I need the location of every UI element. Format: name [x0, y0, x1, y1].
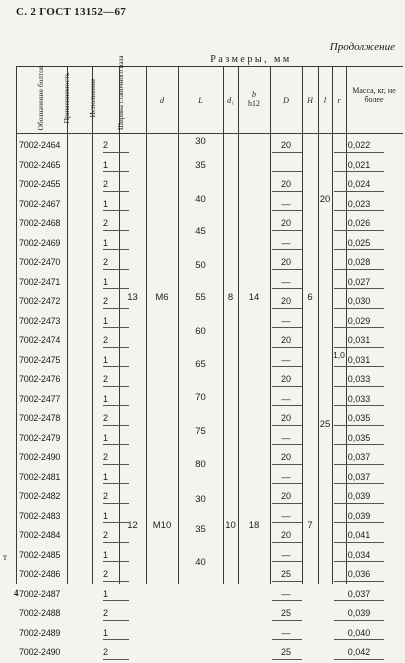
L-value: 80 — [195, 459, 206, 470]
cell-underline — [103, 561, 129, 562]
table-row — [16, 448, 403, 468]
page-header-left: С. 2 ГОСТ 13152—67 — [16, 6, 127, 18]
mass-cell: 0,022 — [347, 140, 371, 150]
cell-underline — [334, 483, 384, 484]
table-row — [16, 643, 403, 663]
bolt-designation: 7002-2481 — [19, 471, 61, 482]
col-l-header: l — [323, 96, 327, 105]
table-row — [16, 604, 403, 624]
bolt-designation: 7002-2474 — [19, 335, 61, 345]
cell-underline — [103, 230, 129, 231]
D-cell: 20 — [280, 530, 291, 540]
cell-underline — [334, 210, 384, 211]
cell-underline — [272, 210, 302, 211]
execution-cell: 1 — [102, 393, 108, 404]
H-group1: 6 — [307, 292, 313, 303]
page-header-right: Продолжение — [329, 41, 395, 53]
mass-cell: 0,027 — [347, 276, 371, 287]
page-number-mark: 4 — [14, 588, 19, 598]
L-value: 35 — [195, 160, 206, 171]
execution-cell: 1 — [102, 432, 108, 443]
cell-underline — [103, 620, 129, 621]
cell-underline — [334, 600, 384, 601]
execution-cell: 2 — [102, 296, 108, 306]
cell-underline — [334, 639, 384, 640]
cell-underline — [272, 171, 302, 172]
cell-underline — [103, 522, 129, 523]
cell-underline — [103, 444, 129, 445]
execution-cell: 1 — [102, 198, 108, 209]
L-value: 30 — [195, 494, 206, 505]
mass-cell: 0,029 — [347, 315, 371, 326]
D-cell: — — [281, 198, 291, 209]
mass-cell: 0,037 — [347, 588, 371, 599]
cell-underline — [334, 620, 384, 621]
cell-underline — [334, 249, 384, 250]
bolt-designation: 7002-2470 — [19, 257, 61, 267]
execution-cell: 1 — [102, 510, 108, 521]
slot-group1: 13 — [127, 292, 138, 303]
cell-underline — [334, 522, 384, 523]
cell-underline — [334, 308, 384, 309]
D-cell: — — [281, 432, 291, 443]
cell-underline — [272, 405, 302, 406]
D-cell: — — [281, 354, 291, 365]
table-row — [16, 487, 403, 507]
col-H-header: H — [307, 96, 313, 105]
bolt-designation: 7002-2487 — [19, 588, 61, 599]
table-row — [16, 273, 403, 293]
cell-underline — [272, 327, 302, 328]
table-row — [16, 214, 403, 234]
cell-underline — [103, 542, 129, 543]
cell-underline — [334, 171, 384, 172]
sizes-title: Размеры, мм — [210, 54, 292, 65]
mass-cell: 0,030 — [347, 296, 371, 306]
bolt-designation: 7002-2479 — [19, 432, 61, 443]
table-row — [16, 390, 403, 410]
mass-cell: 0,031 — [347, 354, 371, 365]
L-value: 35 — [195, 524, 206, 535]
L-value: 40 — [195, 557, 206, 568]
mass-cell: 0,035 — [347, 432, 371, 443]
D-cell: 25 — [280, 608, 291, 618]
execution-cell: 2 — [102, 452, 108, 462]
D-cell: 20 — [280, 374, 291, 384]
col-b-header: b — [252, 90, 256, 99]
col-execution-header: Исполнение — [88, 78, 97, 118]
execution-cell: 2 — [102, 218, 108, 228]
execution-cell: 1 — [102, 471, 108, 482]
execution-cell: 1 — [102, 549, 108, 560]
bolt-designation: 7002-2485 — [19, 549, 61, 560]
cell-underline — [334, 152, 384, 153]
D-cell: — — [281, 471, 291, 482]
D-cell: 25 — [280, 569, 291, 579]
table-row — [16, 585, 403, 605]
table-row — [16, 312, 403, 332]
table-row — [16, 624, 403, 644]
cell-underline — [272, 269, 302, 270]
L-value: 55 — [195, 292, 206, 303]
d-group1: M6 — [155, 292, 169, 303]
bolt-designation: 7002-2473 — [19, 315, 61, 326]
col-slot-header: Ширина станочного паза — [117, 55, 125, 130]
cell-underline — [272, 600, 302, 601]
cell-underline — [103, 152, 129, 153]
D-cell: 20 — [280, 413, 291, 423]
col-mass-header: Масса, кг, не более — [352, 86, 396, 104]
bolt-designation: 7002-2477 — [19, 393, 61, 404]
col-D-header: D — [283, 96, 289, 105]
col-b-tolerance: h12 — [248, 99, 260, 108]
cell-underline — [103, 425, 129, 426]
execution-cell: 2 — [102, 140, 108, 150]
D-cell: 20 — [280, 491, 291, 501]
bolt-designation: 7002-2490 — [19, 452, 61, 462]
mass-cell: 0,039 — [347, 510, 371, 521]
cell-underline — [334, 444, 384, 445]
D-cell: — — [281, 276, 291, 287]
mass-cell: 0,039 — [347, 608, 371, 618]
D-cell: — — [281, 315, 291, 326]
cell-underline — [103, 600, 129, 601]
bolt-designation: 7002-2482 — [19, 491, 61, 501]
cell-underline — [103, 249, 129, 250]
cell-underline — [103, 171, 129, 172]
cell-underline — [334, 191, 384, 192]
mass-cell: 0,037 — [347, 471, 371, 482]
bolt-designation: 7002-2484 — [19, 530, 61, 540]
cell-underline — [103, 366, 129, 367]
mass-cell: 0,028 — [347, 257, 371, 267]
cell-underline — [272, 366, 302, 367]
table-row — [16, 156, 403, 176]
bolt-designation: 7002-2472 — [19, 296, 61, 306]
table-row — [16, 546, 403, 566]
execution-cell: 2 — [102, 374, 108, 384]
mass-cell: 0,021 — [347, 159, 371, 170]
D-cell: 20 — [280, 140, 291, 150]
slot-group2: 12 — [127, 520, 138, 531]
cell-underline — [272, 581, 302, 582]
table-row — [16, 429, 403, 449]
cell-underline — [103, 269, 129, 270]
execution-cell: 1 — [102, 276, 108, 287]
execution-cell: 2 — [102, 179, 108, 189]
bolt-designation: 7002-2468 — [19, 218, 61, 228]
cell-underline — [272, 659, 302, 660]
cell-underline — [272, 308, 302, 309]
cell-underline — [103, 288, 129, 289]
execution-cell: 2 — [102, 569, 108, 579]
L-value: 60 — [195, 326, 206, 337]
bolt-designation: 7002-2483 — [19, 510, 61, 521]
bolt-designation: 7002-2478 — [19, 413, 61, 423]
bolt-designation: 7002-2476 — [19, 374, 61, 384]
execution-cell: 1 — [102, 354, 108, 365]
cell-underline — [103, 327, 129, 328]
execution-cell: 2 — [102, 413, 108, 423]
col-r-header: r — [337, 96, 341, 105]
D-cell: — — [281, 510, 291, 521]
cell-underline — [103, 308, 129, 309]
l-group1-b: 25 — [319, 419, 331, 430]
col-L-header: L — [198, 96, 203, 105]
D-cell: — — [281, 237, 291, 248]
bolt-designation: 7002-2455 — [19, 179, 61, 189]
table-row — [16, 195, 403, 215]
cell-underline — [334, 503, 384, 504]
bolt-designation: 7002-2469 — [19, 237, 61, 248]
cell-underline — [272, 444, 302, 445]
H-group2: 7 — [307, 520, 313, 531]
mass-cell: 0,039 — [347, 491, 371, 501]
D-cell: 25 — [280, 647, 291, 657]
cell-underline — [334, 425, 384, 426]
r-value: 1,0 — [333, 350, 345, 360]
cell-underline — [334, 659, 384, 660]
mass-cell: 0,034 — [347, 549, 371, 560]
cell-underline — [334, 405, 384, 406]
cell-underline — [334, 581, 384, 582]
mass-cell: 0,031 — [347, 335, 371, 345]
mass-cell: 0,040 — [347, 627, 371, 638]
table-row — [16, 331, 403, 351]
bolt-designation: 7002-2488 — [19, 608, 61, 618]
cell-underline — [334, 542, 384, 543]
mass-cell: 0,033 — [347, 374, 371, 384]
mass-cell: 0,026 — [347, 218, 371, 228]
cell-underline — [103, 659, 129, 660]
table-row — [16, 351, 403, 371]
mass-cell: 0,033 — [347, 393, 371, 404]
cell-underline — [272, 561, 302, 562]
cell-underline — [272, 230, 302, 231]
L-value: 45 — [195, 226, 206, 237]
cell-underline — [272, 483, 302, 484]
bolt-designation: 7002-2471 — [19, 276, 61, 287]
execution-cell: 1 — [102, 237, 108, 248]
D-cell: 20 — [280, 218, 291, 228]
cell-underline — [272, 522, 302, 523]
col-application-header: Применяемость — [62, 72, 71, 124]
cell-underline — [334, 230, 384, 231]
D-cell: 20 — [280, 179, 291, 189]
L-value: 40 — [195, 194, 206, 205]
D-cell: — — [281, 627, 291, 638]
execution-cell: 1 — [102, 315, 108, 326]
table-row — [16, 565, 403, 585]
cell-underline — [272, 639, 302, 640]
D-cell: 20 — [280, 335, 291, 345]
cell-underline — [334, 464, 384, 465]
cell-underline — [334, 561, 384, 562]
D-cell: — — [281, 393, 291, 404]
cell-underline — [103, 386, 129, 387]
bolt-designation: 7002-2464 — [19, 140, 61, 150]
table-row — [16, 468, 403, 488]
D-cell: — — [281, 588, 291, 599]
L-value: 50 — [195, 260, 206, 271]
cell-underline — [334, 347, 384, 348]
cell-underline — [272, 152, 302, 153]
col-d-header: d — [160, 96, 164, 105]
table-row — [16, 253, 403, 273]
execution-cell: 1 — [102, 627, 108, 638]
D-cell: 20 — [280, 296, 291, 306]
cell-underline — [272, 249, 302, 250]
table-row — [16, 526, 403, 546]
cell-underline — [103, 483, 129, 484]
bolt-designation: 7002-2486 — [19, 569, 61, 579]
execution-cell: 1 — [102, 159, 108, 170]
col-d1-header: d₁ — [227, 96, 234, 105]
cell-underline — [272, 542, 302, 543]
cell-underline — [272, 620, 302, 621]
L-value: 30 — [195, 136, 206, 147]
execution-cell: 1 — [102, 588, 108, 599]
table-row — [16, 234, 403, 254]
mass-cell: 0,023 — [347, 198, 371, 209]
cell-underline — [272, 191, 302, 192]
D-cell: 20 — [280, 257, 291, 267]
d1-group2: 10 — [225, 520, 236, 531]
cell-underline — [103, 191, 129, 192]
b-group2: 18 — [248, 520, 260, 531]
cell-underline — [272, 347, 302, 348]
cell-underline — [334, 327, 384, 328]
table-row — [16, 409, 403, 429]
cell-underline — [272, 503, 302, 504]
table-row — [16, 507, 403, 527]
table-row — [16, 136, 403, 156]
L-value: 65 — [195, 359, 206, 370]
D-cell: 20 — [280, 452, 291, 462]
l-group1-a: 20 — [319, 194, 331, 205]
cell-underline — [103, 347, 129, 348]
mass-cell: 0,037 — [347, 452, 371, 462]
cell-underline — [334, 366, 384, 367]
cell-underline — [103, 210, 129, 211]
margin-mark: т — [3, 552, 7, 562]
cell-underline — [103, 464, 129, 465]
mass-cell: 0,024 — [347, 179, 371, 189]
cell-underline — [103, 405, 129, 406]
bolt-designation: 7002-2475 — [19, 354, 61, 365]
cell-underline — [103, 581, 129, 582]
bolt-designation: 7002-2489 — [19, 627, 61, 638]
cell-underline — [272, 288, 302, 289]
mass-cell: 0,042 — [347, 647, 371, 657]
L-value: 75 — [195, 426, 206, 437]
cell-underline — [272, 386, 302, 387]
bolt-designation: 7002-2467 — [19, 198, 61, 209]
bolt-designation: 7002-2490 — [19, 647, 61, 657]
mass-cell: 0,035 — [347, 413, 371, 423]
table-row — [16, 292, 403, 312]
D-cell: — — [281, 549, 291, 560]
cell-underline — [272, 425, 302, 426]
cell-underline — [103, 503, 129, 504]
mass-cell: 0,036 — [347, 569, 371, 579]
b-group1: 14 — [248, 292, 260, 303]
mass-cell: 0,041 — [347, 530, 371, 540]
mass-cell: 0,025 — [347, 237, 371, 248]
execution-cell: 2 — [102, 335, 108, 345]
execution-cell: 2 — [102, 608, 108, 618]
bolt-designation: 7002-2465 — [19, 159, 61, 170]
L-value: 70 — [195, 392, 206, 403]
cell-underline — [334, 269, 384, 270]
execution-cell: 2 — [102, 647, 108, 657]
execution-cell: 2 — [102, 491, 108, 501]
table-row — [16, 175, 403, 195]
execution-cell: 2 — [102, 257, 108, 267]
cell-underline — [272, 464, 302, 465]
col-designation-header: Обозначение болтов — [36, 65, 45, 131]
cell-underline — [334, 386, 384, 387]
d1-group1: 8 — [227, 292, 234, 303]
d-group2: M10 — [152, 520, 172, 531]
execution-cell: 2 — [102, 530, 108, 540]
cell-underline — [103, 639, 129, 640]
table-row — [16, 370, 403, 390]
cell-underline — [334, 288, 384, 289]
